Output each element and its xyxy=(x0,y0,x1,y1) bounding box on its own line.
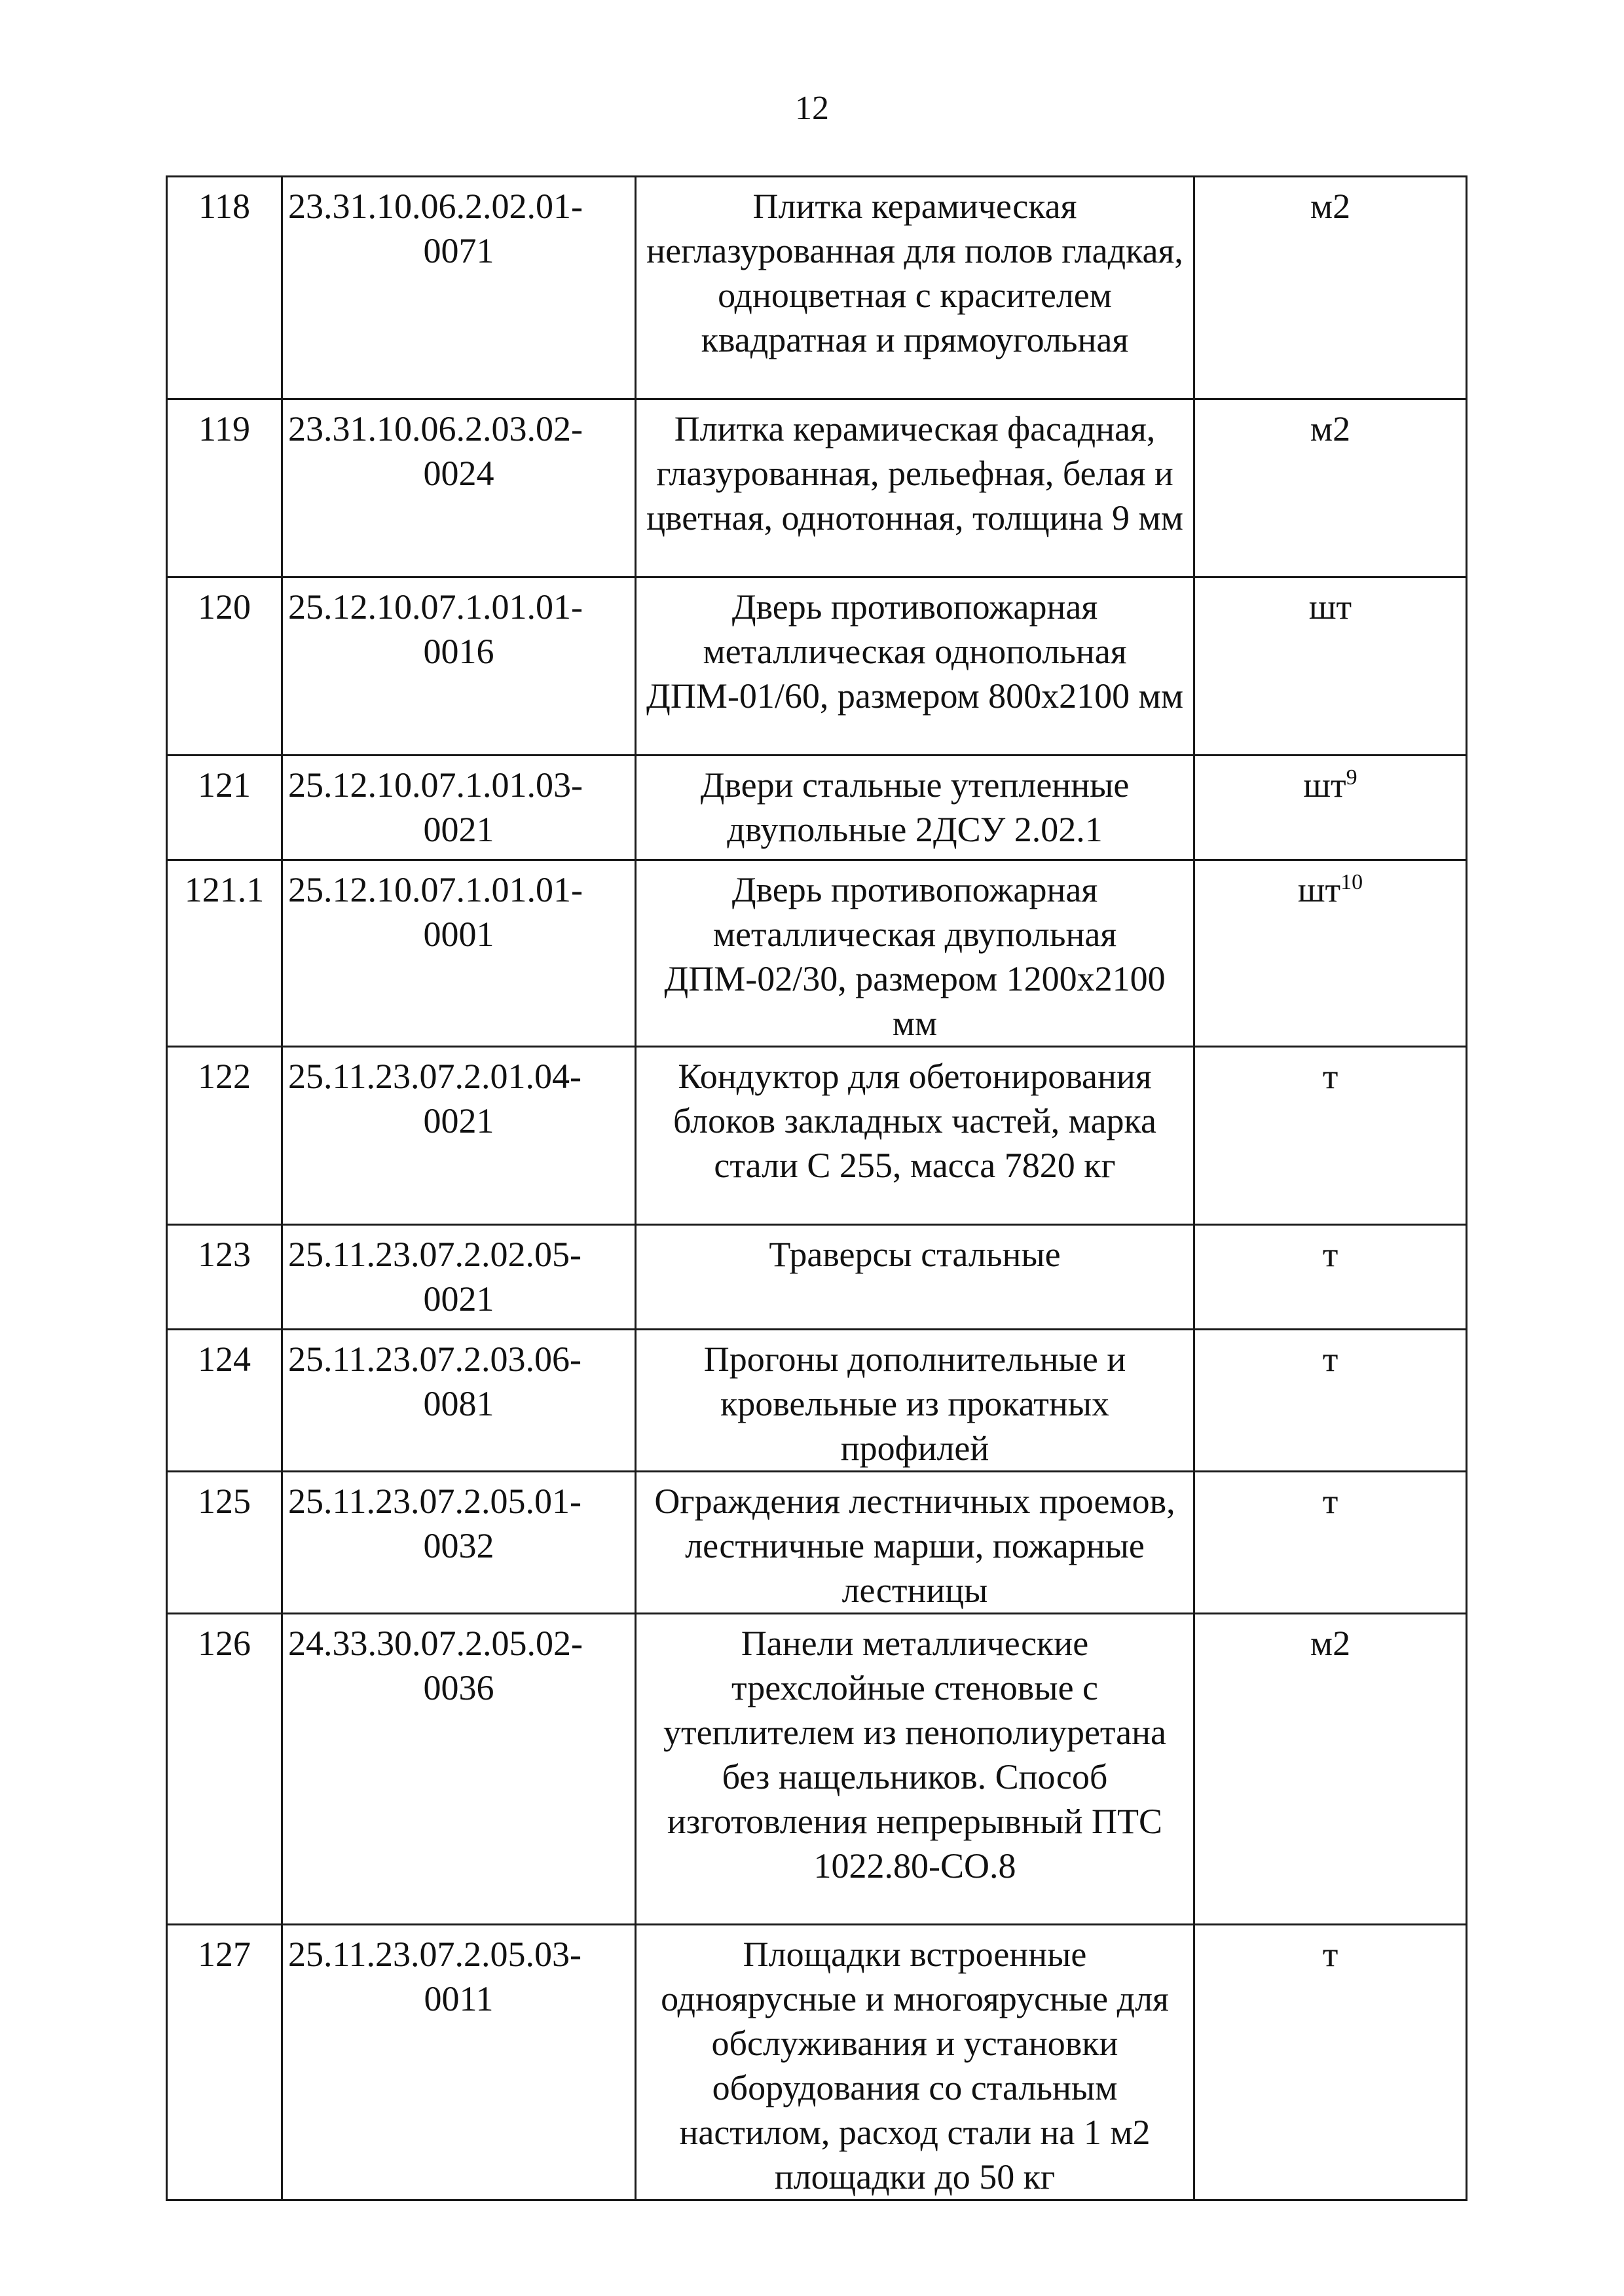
table-row xyxy=(167,177,1467,399)
material-name: Прогоны дополнительные и кровельные из прокатных профилей xyxy=(636,1330,1194,1472)
unit-of-measure: т xyxy=(1194,1225,1467,1330)
unit-of-measure: $шт^9$ xyxy=(1194,756,1467,860)
row-number: 124 xyxy=(167,1330,282,1472)
row-number: 120 xyxy=(167,577,282,756)
table-row xyxy=(167,1330,1467,1472)
material-name: Траверсы стальные xyxy=(636,1225,1194,1330)
unit-of-measure: т xyxy=(1194,1047,1467,1225)
page-number: 12 xyxy=(795,90,829,127)
row-number: 127 xyxy=(167,1925,282,2200)
table-row xyxy=(167,860,1467,1047)
row-number: 126 xyxy=(167,1614,282,1925)
material-name: Плитка керамическая неглазурованная для полов гладкая, одноцветная с красителем квадратная и прямоугольная xyxy=(636,177,1194,399)
material-code: 25.11.23.07.2.03.06- 0081 xyxy=(282,1330,636,1472)
material-name: Двери стальные утепленные двупольные 2ДСУ 2.02.1 xyxy=(636,756,1194,860)
material-code: 23.31.10.06.2.03.02- 0024 xyxy=(282,399,636,577)
table-row xyxy=(167,1925,1467,2200)
unit-of-measure: м2 xyxy=(1194,177,1467,399)
table-row xyxy=(167,399,1467,577)
unit-of-measure: м2 xyxy=(1194,399,1467,577)
row-number: 122 xyxy=(167,1047,282,1225)
material-name: Ограждения лестничных проемов, лестничные марши, пожарные лестницы xyxy=(636,1472,1194,1614)
material-code: 25.12.10.07.1.01.01- 0016 xyxy=(282,577,636,756)
row-number: 118 xyxy=(167,177,282,399)
unit-of-measure: т xyxy=(1194,1925,1467,2200)
materials-table xyxy=(166,175,1467,2201)
unit-of-measure: м2 xyxy=(1194,1614,1467,1925)
material-name: Площадки встроенные одноярусные и многоярусные для обслуживания и установки оборудования со стальным настилом, расход стали на 1 м2 площадки до 50 кг xyxy=(636,1925,1194,2200)
footnote-reference: 9 xyxy=(1346,765,1357,790)
material-code: 24.33.30.07.2.05.02- 0036 xyxy=(282,1614,636,1925)
material-name: Дверь противопожарная металлическая однопольная ДПМ-01/60, размером 800х2100 мм xyxy=(636,577,1194,756)
material-code: 25.12.10.07.1.01.01- 0001 xyxy=(282,860,636,1047)
row-number: 125 xyxy=(167,1472,282,1614)
material-name: Кондуктор для обетонирования блоков закладных частей, марка стали С 255, масса 7820 кг xyxy=(636,1047,1194,1225)
table-row xyxy=(167,1047,1467,1225)
unit-of-measure: шт xyxy=(1194,577,1467,756)
row-number: 121 xyxy=(167,756,282,860)
unit-of-measure: $шт^{10}$ xyxy=(1194,860,1467,1047)
row-number: 123 xyxy=(167,1225,282,1330)
table-row xyxy=(167,1225,1467,1330)
table-body xyxy=(167,177,1467,2200)
table-row xyxy=(167,1472,1467,1614)
table-row xyxy=(167,577,1467,756)
material-code: 25.11.23.07.2.02.05- 0021 xyxy=(282,1225,636,1330)
row-number: 121.1 xyxy=(167,860,282,1047)
material-code: 25.11.23.07.2.05.03- 0011 xyxy=(282,1925,636,2200)
row-number: 119 xyxy=(167,399,282,577)
unit-of-measure: т xyxy=(1194,1330,1467,1472)
material-code: 25.11.23.07.2.05.01- 0032 xyxy=(282,1472,636,1614)
material-name: Панели металлические трехслойные стеновые с утеплителем из пенополиуретана без нащельников. Способ изготовления непрерывный ПТС 1022.80-СО.8 xyxy=(636,1614,1194,1925)
material-code: 23.31.10.06.2.02.01- 0071 xyxy=(282,177,636,399)
material-name: Дверь противопожарная металлическая двупольная ДПМ-02/30, размером 1200х2100 мм xyxy=(636,860,1194,1047)
table-row xyxy=(167,1614,1467,1925)
table-row xyxy=(167,756,1467,860)
material-code: 25.11.23.07.2.01.04- 0021 xyxy=(282,1047,636,1225)
material-name: Плитка керамическая фасадная, глазурованная, рельефная, белая и цветная, однотонная, толщина 9 мм xyxy=(636,399,1194,577)
material-code: 25.12.10.07.1.01.03- 0021 xyxy=(282,756,636,860)
unit-of-measure: т xyxy=(1194,1472,1467,1614)
footnote-reference: 10 xyxy=(1340,870,1363,894)
